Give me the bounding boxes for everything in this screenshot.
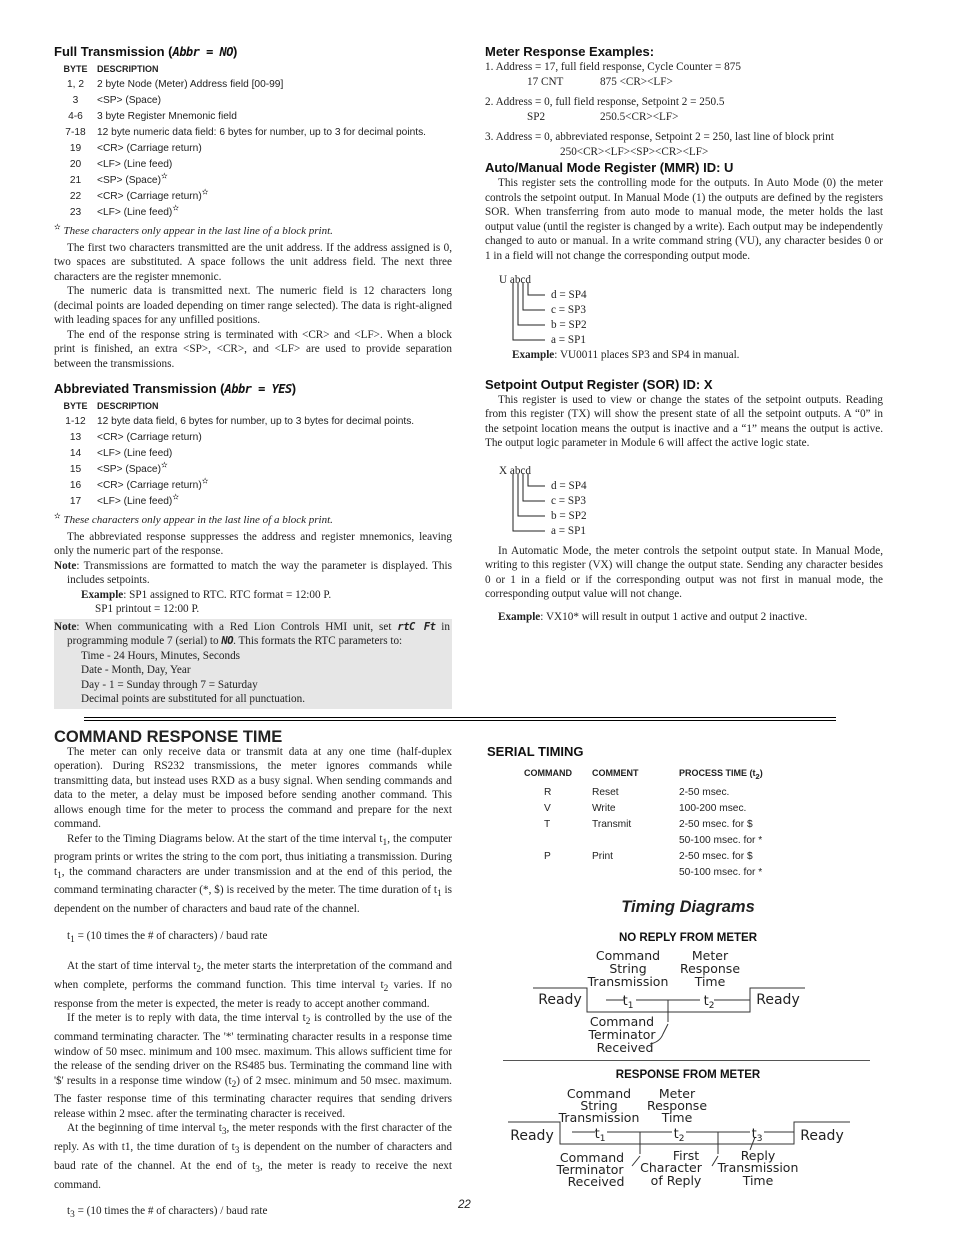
bit-legend xyxy=(551,288,587,348)
table-row xyxy=(487,817,877,833)
t1-label xyxy=(623,994,634,1011)
star-icon: ✫ xyxy=(161,460,168,470)
example-text: : VX10* will result in output 1 active and output 2 inactive. xyxy=(540,610,808,623)
section-divider xyxy=(84,717,836,718)
label-line: of Reply xyxy=(650,1173,702,1188)
text: At the beginning of time interval t xyxy=(67,1122,222,1135)
ready-label: Ready xyxy=(510,1128,554,1144)
text: Refer to the Timing Diagrams below. At the start of the time interval t xyxy=(67,832,383,845)
label-line: Command xyxy=(559,1150,625,1165)
text: If the meter is to reply with data, the time interval t xyxy=(67,1012,306,1025)
text: ) of 2 msec. minimum and 50 msec. maximum. The faster response time of this terminating character requires that sending drivers release within 2 msec. after the terminating character is received. xyxy=(54,1074,452,1120)
table-row xyxy=(54,125,452,141)
col-header-command: COMMAND xyxy=(524,768,572,778)
sor-bit-diagram xyxy=(485,464,883,536)
table-row xyxy=(487,849,877,865)
diagram-title: NO REPLY FROM METER xyxy=(618,932,758,944)
description-cell: <SP> (Space) xyxy=(97,95,161,106)
example xyxy=(54,588,452,603)
text: is dependent on the number of characters and baud rate of the channel. At the end of t xyxy=(54,1141,452,1172)
byte-cell: 16 xyxy=(69,480,82,491)
abbr-code: Abbr = NO xyxy=(172,45,233,59)
abbreviated-transmission-heading xyxy=(54,381,452,397)
comment-cell: Write xyxy=(592,802,616,814)
label-line: Response xyxy=(679,961,741,976)
bit-legend xyxy=(551,479,587,539)
byte-cell: 13 xyxy=(69,432,82,443)
bit-legend-line: b = SP2 xyxy=(551,509,587,522)
label-line: Meter xyxy=(691,948,729,963)
star-icon: ✫ xyxy=(54,222,61,232)
sor-heading: Setpoint Output Register (SOR) ID: X xyxy=(485,376,713,392)
paragraph: The first two characters transmitted are the unit address. If the address assigned is 0, two spaces are substituted. A space follows the unit address field. The next three characters are the register mnemonic. xyxy=(54,241,452,283)
process-time-cell: 50-100 msec. for * xyxy=(679,834,763,846)
description-cell: <CR> (Carriage return)✫ xyxy=(97,476,209,491)
rtc-format-line: Date - Month, Day, Year xyxy=(81,664,191,676)
table-header xyxy=(487,765,877,785)
table-row xyxy=(54,414,452,430)
formula xyxy=(54,929,452,948)
subscript: 1 xyxy=(57,870,62,881)
subscript: 1 xyxy=(70,934,75,945)
timing-title: Timing Diagrams xyxy=(621,898,755,916)
subscript: 2 xyxy=(678,1134,685,1144)
paragraph: The abbreviated response suppresses the address and register mnemonics, leaving only the numeric part of the response. xyxy=(54,530,452,557)
t-label: t xyxy=(622,994,628,1009)
table-row xyxy=(54,77,452,93)
paragraph: The meter can only receive data or transmit data at any one time (half-duplex operation). During RS232 transmissions, the meter ignores commands while transmitting data, but instead uses RXD as a busy signal. When sending commands and data to the meter, a delay must be imposed before sending another command. This allows enough time for the meter to process the command and prepare for the next command. xyxy=(54,745,452,830)
table-row xyxy=(487,785,877,801)
label-line: Command xyxy=(589,1014,655,1029)
byte-cell: 15 xyxy=(69,464,82,475)
text: PROCESS TIME (t xyxy=(679,768,756,778)
comment-cell: Print xyxy=(592,850,613,862)
t-label: t xyxy=(703,994,709,1009)
example xyxy=(485,348,883,363)
t2-label xyxy=(674,1127,685,1144)
subscript: 1 xyxy=(627,1001,634,1011)
text: is controlled by the use of the command terminating character. The '*' terminating character results in a response time window of 50 msec. minimum and 100 msec. maximum. This allows sufficient time for the release of the sending driver on the RS485 bus. Terminating the command line with '$' results in a response time window (t xyxy=(54,1012,452,1087)
note-label: Note xyxy=(54,620,77,633)
text: , the computer program prints or writes the string to the com port, thus initiating a transmission. During t xyxy=(54,832,452,878)
process-time-cell: 2-50 msec. for $ xyxy=(679,818,753,830)
label-line: Transmission xyxy=(558,1110,640,1125)
rtc-format-list xyxy=(54,649,450,707)
bit-legend-line: b = SP2 xyxy=(551,319,587,331)
col-header-byte: BYTE xyxy=(63,401,88,411)
output-part: 875 <CR><LF> xyxy=(600,75,673,88)
t-label: t xyxy=(594,1127,600,1142)
text: ) xyxy=(759,768,763,778)
note-text: : When communicating with a Red Lion Controls HMI unit, set xyxy=(76,620,398,633)
label-line: Time xyxy=(661,1110,693,1125)
label-line: Command xyxy=(566,1086,632,1101)
subscript: 1 xyxy=(436,889,442,900)
footnote xyxy=(54,513,452,528)
table-row xyxy=(54,494,452,510)
table-row xyxy=(487,801,877,817)
note-text: : Transmissions are formatted to match the way the parameter is displayed. This includes setpoints. xyxy=(67,559,452,586)
command-response-time-section xyxy=(54,730,452,1223)
footnote-text: These characters only appear in the last line of a block print. xyxy=(63,225,333,237)
t2-label xyxy=(704,994,715,1011)
mmr-heading: Auto/Manual Mode Register (MMR) ID: U xyxy=(485,160,734,175)
serial-timing-heading: SERIAL TIMING xyxy=(487,744,584,759)
output-part: SP2 xyxy=(527,110,546,123)
text: , the meter responds with the first character of the reply. As with t1, the time duration of t xyxy=(54,1122,452,1154)
paragraph: This register sets the controlling mode for the outputs. In Auto Mode (0) the meter controls the setpoint output. In Manual Mode (1) the outputs are defined by the registers SOR. When transferring from auto mode to manual mode, the meter holds the last output value (until the register is changed by a write). Each output may be independently changed to auto or manual. In a write command string (VU), any character besides 0 or 1 in a field will not change the corresponding output mode. xyxy=(485,177,883,262)
description-cell: <LF> (Line feed) xyxy=(97,159,173,170)
footnote-text: These characters only appear in the last line of a block print. xyxy=(63,514,333,526)
text: t xyxy=(67,1205,71,1218)
example-text: : SP1 assigned to RTC. RTC format = 12:00 P. xyxy=(123,588,332,601)
star-icon: ✫ xyxy=(161,171,168,181)
col-header-description: DESCRIPTION xyxy=(97,401,159,411)
label-line: String xyxy=(609,961,647,976)
command-cell: P xyxy=(544,850,551,862)
text: t xyxy=(67,929,71,942)
table-row xyxy=(54,430,452,446)
section-divider xyxy=(84,720,836,721)
note-label: Note xyxy=(54,559,77,572)
subscript: 1 xyxy=(599,1134,606,1144)
process-time-cell: 50-100 msec. for * xyxy=(679,866,763,878)
full-transmission-heading xyxy=(54,44,452,60)
no-reply-diagram xyxy=(500,944,880,1064)
example-output xyxy=(485,110,883,125)
page-number: 22 xyxy=(458,1199,471,1211)
full-transmission-table xyxy=(54,61,452,221)
rtc-format-line: Decimal points are substituted for all punctuation. xyxy=(81,693,306,705)
diagram-title: RESPONSE FROM METER xyxy=(615,1069,761,1081)
star-icon: ✫ xyxy=(201,476,209,486)
serial-timing-table xyxy=(487,765,877,881)
table-row xyxy=(54,446,452,462)
label-line: Time xyxy=(742,1173,774,1188)
bit-legend-line: d = SP4 xyxy=(551,479,587,492)
hmi-note-box xyxy=(54,619,452,709)
example-label: Example xyxy=(498,610,541,623)
description-cell: <LF> (Line feed)✫ xyxy=(97,492,180,507)
label-line: Response xyxy=(646,1098,708,1113)
byte-cell: 4-6 xyxy=(68,111,83,122)
table-row xyxy=(54,478,452,494)
process-time-cell: 2-50 msec. xyxy=(679,786,730,798)
description-cell: <CR> (Carriage return) xyxy=(97,432,202,443)
bit-legend-line: a = SP1 xyxy=(551,524,586,537)
paragraph: In Automatic Mode, the meter controls the setpoint output state. In Manual Mode, writing to this register (VX) will change the output state. Sending any character besides 0 or 1 in a field or if the corresponding output was not first in manual mode, the corresponding output value will not change. xyxy=(485,544,883,600)
label-line: Terminator xyxy=(588,1027,656,1042)
timing-diagrams-title xyxy=(503,900,873,917)
bit-legend-line: c = SP3 xyxy=(551,494,586,507)
process-time-cell: 2-50 msec. for $ xyxy=(679,850,753,862)
rtc-format-line: Day - 1 = Sunday through 7 = Saturday xyxy=(81,678,258,691)
example-text: SP1 printout = 12:00 P. xyxy=(95,603,200,615)
left-column-top xyxy=(54,44,452,709)
description-cell: 3 byte Register Mnemonic field xyxy=(97,111,237,122)
byte-cell: 22 xyxy=(69,191,82,202)
label-line: Meter xyxy=(658,1086,696,1101)
note xyxy=(54,620,450,649)
t1-label xyxy=(595,1127,606,1144)
description-cell: <SP> (Space)✫ xyxy=(97,460,168,475)
table-row xyxy=(54,462,452,478)
star-icon: ✫ xyxy=(201,187,209,197)
byte-cell: 14 xyxy=(69,448,82,459)
byte-cell: 19 xyxy=(69,143,82,154)
heading-text: ) xyxy=(291,381,297,396)
table-header xyxy=(54,398,452,414)
t-label: t xyxy=(673,1127,679,1142)
command-cell xyxy=(487,833,592,849)
bit-legend-line: a = SP1 xyxy=(551,334,586,346)
mmr-bit-diagram xyxy=(485,273,883,345)
table-body xyxy=(487,785,877,881)
note-text: . This formats the RTC parameters to: xyxy=(233,635,403,647)
description-cell: <LF> (Line feed) xyxy=(97,448,173,459)
text: , the command characters are under transmission and at the end of this period, the command terminating character (*, $) is received by the meter. The time duration of t xyxy=(54,865,452,897)
table-row xyxy=(54,93,452,109)
abbr-code: Abbr = YES xyxy=(224,382,292,396)
rtc-format-line: Time - 24 Hours, Minutes, Seconds xyxy=(81,649,241,662)
byte-cell: 17 xyxy=(69,496,82,507)
diagram-divider xyxy=(503,1060,870,1061)
response-diagram xyxy=(500,1082,880,1192)
bit-bracket-lines xyxy=(505,283,555,345)
example-line: 1. Address = 17, full field response, Cycle Counter = 875 xyxy=(485,61,741,73)
label-line: Received xyxy=(567,1174,625,1189)
meter-response-examples-heading: Meter Response Examples: xyxy=(485,44,655,59)
table-row xyxy=(54,205,452,221)
subscript: 3 xyxy=(756,1134,763,1144)
subscript: 2 xyxy=(708,1001,715,1011)
byte-cell: 1, 2 xyxy=(67,79,84,90)
pointer-line xyxy=(632,1156,640,1166)
process-time-cell: 100-200 msec. xyxy=(679,802,747,814)
label-line: Time xyxy=(694,974,726,989)
example-label: Example xyxy=(81,588,124,601)
paragraph: The numeric data is transmitted next. The numeric field is 12 characters long (decimal points are loaded depending on timer range selected). The data is right-aligned with leading spaces for any unfilled positions. xyxy=(54,285,452,326)
no-code: NO xyxy=(221,635,234,647)
subscript: 2 xyxy=(196,965,202,976)
table-row xyxy=(487,833,877,849)
formula xyxy=(54,1204,452,1223)
subscript: 1 xyxy=(382,837,388,848)
byte-cell: 7-18 xyxy=(65,127,86,138)
paragraph xyxy=(54,1011,452,1121)
label-line: Transmission xyxy=(717,1160,799,1175)
rtc-format-code: rtC Ft xyxy=(397,620,436,633)
example xyxy=(485,610,883,625)
col-header-comment: COMMENT xyxy=(592,768,639,778)
heading-text: Full Transmission ( xyxy=(54,44,173,59)
table-body xyxy=(54,77,452,221)
ready-label: Ready xyxy=(800,1128,844,1144)
subscript: 3 xyxy=(234,1146,240,1157)
byte-cell: 23 xyxy=(69,207,82,218)
t-label: t xyxy=(751,1127,757,1142)
text: = (10 times the # of characters) / baud rate xyxy=(74,1205,268,1218)
subscript: 2 xyxy=(305,1017,311,1028)
byte-cell: 1-12 xyxy=(65,416,86,427)
byte-cell: 3 xyxy=(72,95,79,106)
byte-cell: 20 xyxy=(69,159,82,170)
subscript: 2 xyxy=(755,771,760,781)
subscript: 3 xyxy=(221,1127,227,1138)
description-cell: <SP> (Space)✫ xyxy=(97,171,168,186)
table-row xyxy=(54,189,452,205)
text: , the meter starts the interpretation of the command and when complete, performs the command function. This time interval t xyxy=(54,960,452,992)
subscript: 3 xyxy=(255,1165,260,1176)
table-row xyxy=(54,109,452,125)
byte-cell: 21 xyxy=(69,175,82,186)
diagram-labels xyxy=(538,948,799,1055)
comment-cell xyxy=(592,865,679,881)
table-row xyxy=(54,173,452,189)
col-header-byte: BYTE xyxy=(63,64,88,74)
label-line: Reply xyxy=(740,1148,776,1163)
example-label: Example xyxy=(512,349,555,361)
description-cell: <CR> (Carriage return)✫ xyxy=(97,187,209,202)
table-body xyxy=(54,414,452,510)
example-line: 3. Address = 0, abbreviated response, Setpoint 2 = 250, last line of block print xyxy=(485,131,834,143)
subscript: 2 xyxy=(383,984,389,995)
description-cell: <LF> (Line feed)✫ xyxy=(97,203,180,218)
text: , the meter is ready to receive the next command. xyxy=(54,1159,452,1191)
paragraph xyxy=(54,1121,452,1192)
serial-timing-section xyxy=(487,744,877,881)
subscript: 2 xyxy=(231,1079,237,1090)
col-header-description: DESCRIPTION xyxy=(97,64,159,74)
note-text: in programming module 7 (serial) to xyxy=(67,620,451,647)
ready-label: Ready xyxy=(538,992,582,1008)
text: At the start of time interval t xyxy=(67,960,197,973)
label-line: String xyxy=(580,1098,618,1113)
command-cell: V xyxy=(544,802,551,814)
text: is dependent on the number of characters and baud rate of the channel. xyxy=(54,884,452,916)
t3-label xyxy=(752,1127,763,1144)
text: varies. If no response from the meter is expected, the meter is ready to accept another command. xyxy=(54,979,452,1010)
output-part: 17 CNT xyxy=(527,75,564,88)
label-line: First xyxy=(672,1148,700,1163)
example-output: 250<CR><LF><SP><CR><LF> xyxy=(560,145,709,158)
paragraph: This register is used to view or change the states of the setpoint outputs. Reading from this register (TX) will show the present state of all the setpoint outputs. A “0” in the setpoint location means the output is inactive and a “1” means the output is active. The output logic parameter in Module 6 will affect the active logic state. xyxy=(485,393,883,449)
table-header xyxy=(54,61,452,77)
text: = (10 times the # of characters) / baud rate xyxy=(74,929,268,942)
example-line: 2. Address = 0, full field response, Setpoint 2 = 250.5 xyxy=(485,96,725,108)
bit-legend-line: c = SP3 xyxy=(551,304,586,316)
output-part: 250.5<CR><LF> xyxy=(600,110,679,123)
footnote xyxy=(54,224,452,239)
right-column-top xyxy=(485,44,883,624)
label-line: Terminator xyxy=(556,1162,624,1177)
paragraph xyxy=(54,959,452,1011)
example-text: : VU0011 places SP3 and SP4 in manual. xyxy=(554,349,740,361)
command-cell xyxy=(487,865,592,881)
col-header-process-time xyxy=(679,765,763,785)
bit-legend-line: d = SP4 xyxy=(551,289,587,301)
subscript: 3 xyxy=(70,1210,75,1221)
table-row xyxy=(54,141,452,157)
description-cell: 12 byte numeric data field: 6 bytes for number, up to 3 for decimal points. xyxy=(97,127,427,138)
command-cell: R xyxy=(544,786,552,798)
command-cell: T xyxy=(544,818,551,830)
table-row xyxy=(54,157,452,173)
comment-cell: Reset xyxy=(592,786,619,798)
comment-cell: Transmit xyxy=(592,818,632,830)
register-code: U abcd xyxy=(499,274,531,286)
section-title: COMMAND RESPONSE TIME xyxy=(54,728,283,746)
abbreviated-transmission-table xyxy=(54,398,452,510)
star-icon: ✫ xyxy=(54,511,61,521)
register-code: X abcd xyxy=(499,464,531,477)
description-cell: <CR> (Carriage return) xyxy=(97,143,202,154)
label-line: Command xyxy=(595,948,661,963)
description-cell: 12 byte data field, 6 bytes for number, up to 3 bytes for decimal points. xyxy=(97,416,415,427)
star-icon: ✫ xyxy=(172,492,180,502)
description-cell: 2 byte Node (Meter) Address field [00-99] xyxy=(97,79,284,90)
comment-cell xyxy=(592,833,679,849)
label-line: Transmission xyxy=(587,974,669,989)
label-line: Received xyxy=(596,1040,654,1055)
star-icon: ✫ xyxy=(172,203,180,213)
example-output xyxy=(485,75,883,90)
table-row xyxy=(487,865,877,881)
paragraph: The end of the response string is terminated with <CR> and <LF>. When a block print is finished, an extra <SP>, <CR>, and <LF> are used to provide separation between the transmissions. xyxy=(54,328,452,370)
ready-label: Ready xyxy=(756,992,800,1008)
bit-bracket-lines xyxy=(505,474,555,536)
heading-text: ) xyxy=(233,44,238,59)
heading-text: Abbreviated Transmission ( xyxy=(54,381,225,396)
paragraph xyxy=(54,832,452,917)
label-line: Character xyxy=(640,1160,702,1175)
note xyxy=(54,559,452,588)
